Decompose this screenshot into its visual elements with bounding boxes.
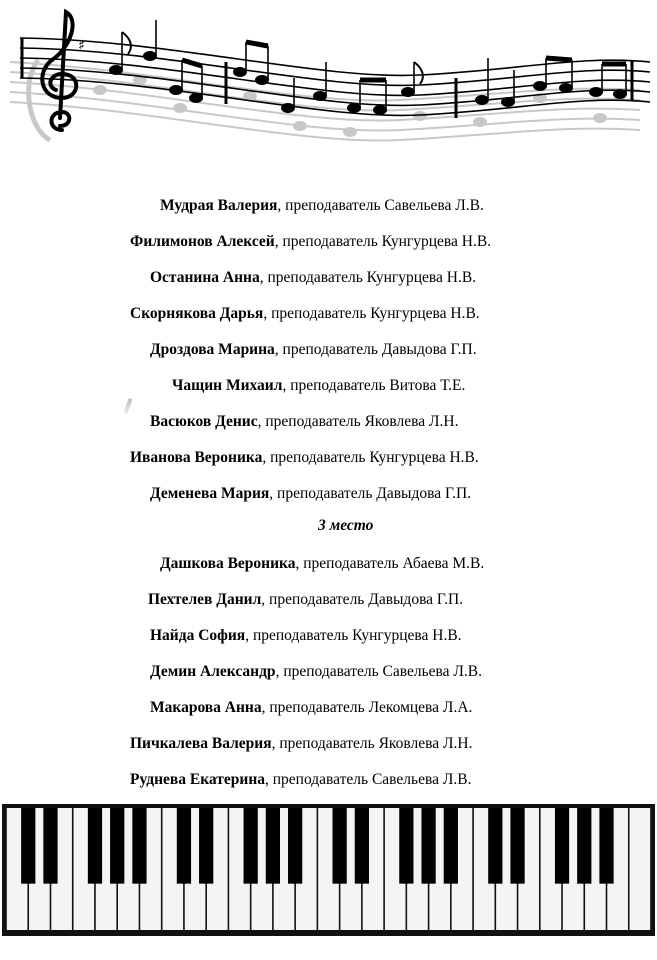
student-name: Пехтелев Данил <box>148 591 262 608</box>
list-item <box>130 770 471 790</box>
student-name: Деменева Мария <box>150 485 270 502</box>
svg-text:♯: ♯ <box>78 38 85 54</box>
teacher-text: , преподаватель Кунгурцева Н.В. <box>263 305 480 322</box>
black-key <box>266 808 280 884</box>
teacher-text: , преподаватель Лекомцева Л.А. <box>261 699 473 716</box>
list-item <box>150 484 471 504</box>
student-name: Макарова Анна <box>150 699 262 716</box>
black-key <box>355 808 369 884</box>
list-item <box>160 554 484 574</box>
music-staff-illustration <box>0 0 657 160</box>
black-key <box>555 808 569 884</box>
student-name: Филимонов Алексей <box>130 233 275 250</box>
piano-keyboard-illustration <box>0 790 657 960</box>
list-item <box>150 268 476 288</box>
teacher-text: , преподаватель Кунгурцева Н.В. <box>262 449 479 466</box>
student-name: Пичкалева Валерия <box>130 735 272 752</box>
teacher-text: , преподаватель Кунгурцева Н.В. <box>274 233 492 250</box>
black-key <box>333 808 347 884</box>
teacher-text: , преподаватель Савельева Л.В. <box>265 771 472 788</box>
teacher-text: , преподаватель Кунгурцева Н.В. <box>259 269 477 286</box>
teacher-text: , преподаватель Савельева Л.В. <box>277 197 484 214</box>
list-item <box>130 232 491 252</box>
list-item <box>130 304 480 324</box>
black-key <box>444 808 458 884</box>
student-name: Демин Александр <box>150 663 276 680</box>
student-name: Дроздова Марина <box>150 341 275 358</box>
student-name: Руднева Екатерина <box>130 771 265 788</box>
list-item <box>160 196 484 216</box>
student-name: Иванова Вероника <box>130 449 263 466</box>
list-item <box>150 698 472 718</box>
black-key <box>510 808 524 884</box>
teacher-text: , преподаватель Яковлева Л.Н. <box>257 413 459 430</box>
list-item <box>148 590 463 610</box>
teacher-text: , преподаватель Кунгурцева Н.В. <box>245 627 462 644</box>
black-key <box>177 808 191 884</box>
list-item <box>130 448 479 468</box>
teacher-text: , преподаватель Давыдова Г.П. <box>261 591 464 608</box>
teacher-text: , преподаватель Яковлева Л.Н. <box>271 735 473 752</box>
list-item <box>150 626 462 646</box>
black-key <box>399 808 413 884</box>
teacher-text: , преподаватель Давыдова Г.П. <box>269 485 472 502</box>
black-key <box>110 808 124 884</box>
student-name: Мудрая Валерия <box>160 197 278 214</box>
list-item <box>150 412 458 432</box>
list-item <box>130 734 472 754</box>
section-heading-third-place: 3 место <box>318 517 374 534</box>
white-key <box>630 808 651 930</box>
student-name: Васюков Денис <box>150 413 258 430</box>
black-key <box>132 808 146 884</box>
student-name: Скорнякова Дарья <box>130 305 264 322</box>
student-name: Найда София <box>150 627 246 644</box>
teacher-text: , преподаватель Савельева Л.В. <box>275 663 483 680</box>
black-key <box>244 808 258 884</box>
teacher-text: , преподаватель Витова Т.Е. <box>282 377 466 394</box>
black-key <box>421 808 435 884</box>
teacher-text: , преподаватель Абаева М.В. <box>295 555 485 572</box>
black-key <box>488 808 502 884</box>
black-key <box>288 808 302 884</box>
black-key <box>88 808 102 884</box>
stray-mark <box>123 398 132 414</box>
black-key <box>577 808 591 884</box>
black-key <box>21 808 35 884</box>
black-key <box>43 808 57 884</box>
list-item <box>150 340 477 360</box>
black-key <box>599 808 613 884</box>
student-name: Дашкова Вероника <box>160 555 296 572</box>
list-item <box>150 662 482 682</box>
teacher-text: , преподаватель Давыдова Г.П. <box>274 341 477 358</box>
list-item <box>172 376 465 396</box>
student-name: Чащин Михаил <box>172 377 283 394</box>
student-name: Останина Анна <box>150 269 260 286</box>
black-key <box>199 808 213 884</box>
